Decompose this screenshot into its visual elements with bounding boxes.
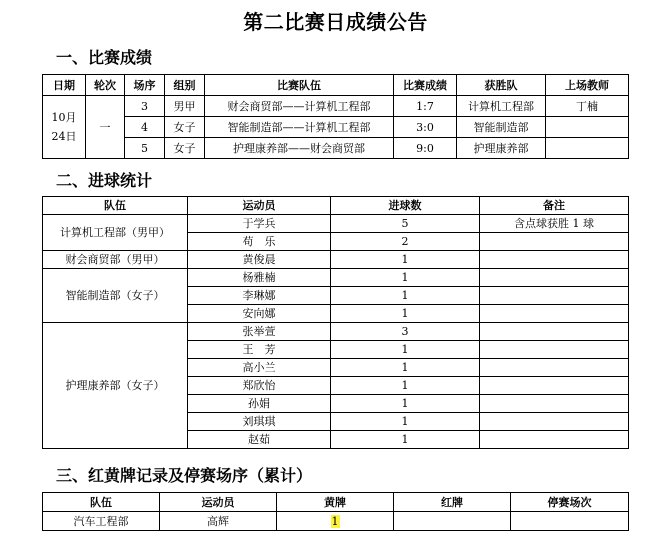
header-team: 队伍 (43, 197, 188, 215)
player-goals: 5 (331, 215, 480, 233)
player-goals: 1 (331, 431, 480, 449)
match-score: 9:0 (394, 138, 457, 159)
player-note (480, 413, 629, 431)
yellow-card-count: 1 (331, 514, 339, 528)
player-goals: 1 (331, 377, 480, 395)
player-note (480, 341, 629, 359)
header-suspension: 停赛场次 (511, 493, 629, 512)
player-name: 安向娜 (188, 305, 331, 323)
player-name: 黄俊晨 (188, 251, 331, 269)
table-row (43, 138, 629, 159)
team-name: 智能制造部（女子） (43, 269, 188, 323)
player-name: 赵茹 (188, 431, 331, 449)
player-name: 杨雅楠 (188, 269, 331, 287)
match-score: 1:7 (394, 96, 457, 117)
player-goals: 1 (331, 269, 480, 287)
player-goals: 1 (331, 359, 480, 377)
section-heading-goals: 二、进球统计 (56, 171, 153, 190)
player-name: 张举萱 (188, 323, 331, 341)
card-yellow-cell (277, 512, 394, 531)
player-name: 刘琪琪 (188, 413, 331, 431)
team-name: 财会商贸部（男甲） (43, 251, 188, 269)
player-goals: 1 (331, 395, 480, 413)
header-team: 队伍 (43, 493, 160, 512)
table-row (43, 323, 629, 341)
page-title: 第二比赛日成绩公告 (243, 10, 428, 34)
player-goals: 1 (331, 305, 480, 323)
player-note: 含点球获胜 1 球 (480, 215, 629, 233)
goals-table (42, 196, 629, 449)
header-date: 日期 (43, 75, 86, 96)
match-group: 男甲 (165, 96, 205, 117)
match-winner: 计算机工程部 (457, 96, 546, 117)
table-row (43, 96, 629, 117)
header-red-card: 红牌 (394, 493, 511, 512)
player-goals: 1 (331, 251, 480, 269)
header-goals: 进球数 (331, 197, 480, 215)
player-name: 苟 乐 (188, 233, 331, 251)
player-note (480, 233, 629, 251)
header-player: 运动员 (160, 493, 277, 512)
header-teams: 比赛队伍 (205, 75, 394, 96)
player-name: 郑欣怡 (188, 377, 331, 395)
header-coach: 上场教师 (546, 75, 629, 96)
table-row (43, 269, 629, 287)
player-note (480, 269, 629, 287)
match-teams: 财会商贸部——计算机工程部 (205, 96, 394, 117)
match-round: 一 (86, 96, 125, 159)
section-heading-results: 一、比赛成绩 (56, 48, 153, 67)
player-note (480, 377, 629, 395)
team-name: 计算机工程部（男甲） (43, 215, 188, 251)
match-coach: 丁楠 (546, 96, 629, 117)
player-note (480, 431, 629, 449)
match-teams: 智能制造部——计算机工程部 (205, 117, 394, 138)
header-yellow-card: 黄牌 (277, 493, 394, 512)
player-name: 高小兰 (188, 359, 331, 377)
header-player: 运动员 (188, 197, 331, 215)
player-goals: 3 (331, 323, 480, 341)
header-winner: 获胜队 (457, 75, 546, 96)
player-name: 李琳娜 (188, 287, 331, 305)
match-date-month: 10月 (51, 111, 77, 124)
match-teams: 护理康养部——财会商贸部 (205, 138, 394, 159)
match-winner: 护理康养部 (457, 138, 546, 159)
player-goals: 2 (331, 233, 480, 251)
match-coach-empty (546, 138, 629, 159)
match-score: 3:0 (394, 117, 457, 138)
match-order: 5 (125, 138, 165, 159)
card-red (394, 512, 511, 531)
player-note (480, 251, 629, 269)
match-date-cell (43, 96, 86, 159)
table-row (43, 512, 629, 531)
player-note (480, 305, 629, 323)
player-note (480, 395, 629, 413)
header-group: 组别 (165, 75, 205, 96)
player-goals: 1 (331, 413, 480, 431)
table-row (43, 215, 629, 233)
player-name: 孙娟 (188, 395, 331, 413)
header-score: 比赛成绩 (394, 75, 457, 96)
player-name: 王 芳 (188, 341, 331, 359)
player-goals: 1 (331, 341, 480, 359)
match-winner: 智能制造部 (457, 117, 546, 138)
table-header-row (43, 197, 629, 215)
player-note (480, 287, 629, 305)
table-row (43, 117, 629, 138)
match-group: 女子 (165, 117, 205, 138)
card-suspension (511, 512, 629, 531)
player-goals: 1 (331, 287, 480, 305)
player-name: 于学兵 (188, 215, 331, 233)
header-note: 备注 (480, 197, 629, 215)
table-header-row (43, 75, 629, 96)
header-round: 轮次 (86, 75, 125, 96)
match-order: 4 (125, 117, 165, 138)
table-row (43, 251, 629, 269)
player-note (480, 323, 629, 341)
card-team: 汽车工程部 (43, 512, 160, 531)
match-date-day: 24日 (51, 130, 77, 143)
card-player: 高辉 (160, 512, 277, 531)
team-name: 护理康养部（女子） (43, 323, 188, 449)
match-coach-empty (546, 117, 629, 138)
section-heading-cards: 三、红黄牌记录及停赛场序（累计） (56, 466, 313, 485)
player-note (480, 359, 629, 377)
results-table (42, 74, 629, 159)
match-group: 女子 (165, 138, 205, 159)
header-order: 场序 (125, 75, 165, 96)
cards-table (42, 492, 629, 531)
match-order: 3 (125, 96, 165, 117)
table-header-row (43, 493, 629, 512)
